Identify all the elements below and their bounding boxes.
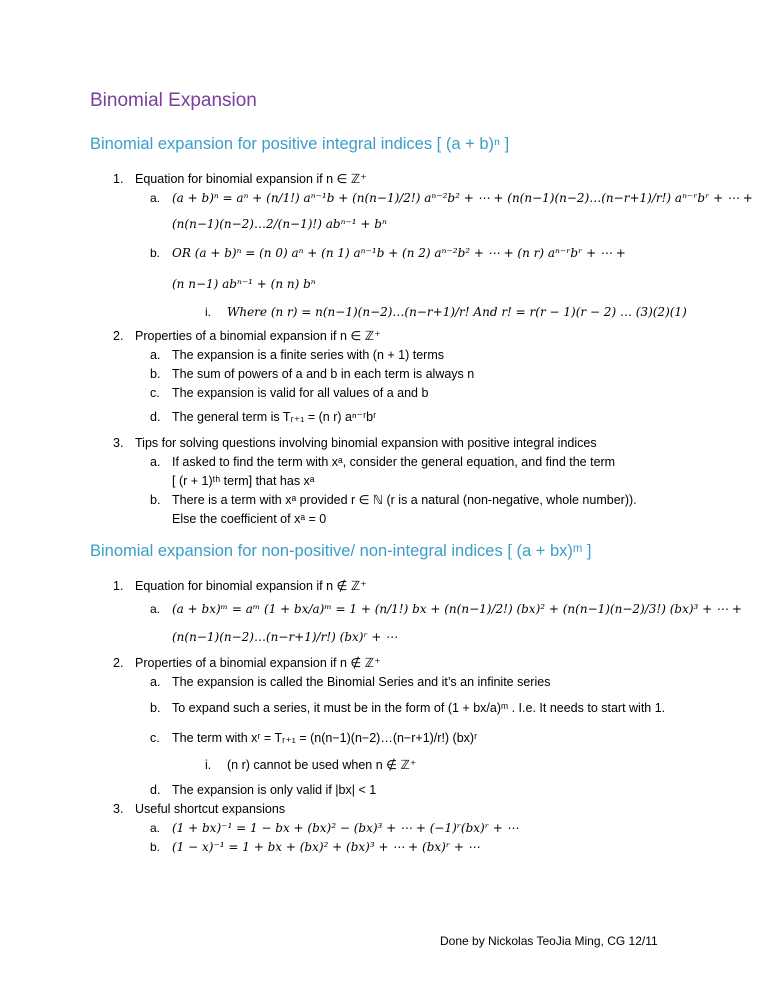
s2-item-2b: b. To expand such a series, it must be in the form of (1 + bx/a)ᵐ . I.e. It needs to start with 1.	[150, 701, 666, 715]
s1-item-1b: b. OR (a + b)ⁿ = (n 0) aⁿ + (n 1) aⁿ⁻¹b + (n 2) aⁿ⁻²b² + ⋯ + (n r) aⁿ⁻ʳbʳ + ⋯ +	[150, 246, 626, 260]
s1-item-2b: b. The sum of powers of a and b in each term is always n	[150, 367, 475, 381]
section-heading-non-integral: Binomial expansion for non-positive/ non-integral indices [ (a + bx)ᵐ ]	[90, 542, 592, 560]
s1-item-2d: d. The general term is Tᵣ₊₁ = (n r) aⁿ⁻ʳbʳ	[150, 410, 377, 424]
s1-item-1b-cont: (n n−1) abⁿ⁻¹ + (n n) bⁿ	[172, 277, 316, 291]
s1-item-3b-cont: Else the coefficient of xᵃ = 0	[172, 512, 327, 526]
s1-item-3a-cont: [ (r + 1)ᵗʰ term] that has xᵃ	[172, 474, 315, 488]
s1-item-2a: a. The expansion is a finite series with (n + 1) terms	[150, 348, 444, 362]
section-heading-positive-integral: Binomial expansion for positive integral indices [ (a + b)ⁿ ]	[90, 135, 510, 153]
s2-item-1: 1. Equation for binomial expansion if n ∉ ℤ⁺	[113, 579, 367, 593]
s2-item-1a-cont: (n(n−1)(n−2)…(n−r+1)/r!) (bx)ʳ + ⋯	[172, 630, 398, 644]
s2-item-3b: b. (1 − x)⁻¹ = 1 + bx + (bx)² + (bx)³ + ⋯ + (bx)ʳ + ⋯	[150, 840, 480, 854]
s1-item-3: 3. Tips for solving questions involving binomial expansion with positive integral indices	[113, 436, 597, 450]
s1-item-1bi: i. Where (n r) = n(n−1)(n−2)…(n−r+1)/r! And r! = r(r − 1)(r − 2) … (3)(2)(1)	[205, 305, 687, 319]
s1-item-1a-cont: (n(n−1)(n−2)…2/(n−1)!) abⁿ⁻¹ + bⁿ	[172, 217, 387, 231]
document-title: Binomial Expansion	[90, 90, 257, 111]
s2-item-3a: a. (1 + bx)⁻¹ = 1 − bx + (bx)² − (bx)³ + ⋯ + (−1)ʳ(bx)ʳ + ⋯	[150, 821, 519, 835]
s2-item-3: 3. Useful shortcut expansions	[113, 802, 286, 816]
s1-item-3b: b. There is a term with xᵃ provided r ∈ ℕ (r is a natural (non-negative, whole number)).	[150, 493, 637, 507]
s2-item-2a: a. The expansion is called the Binomial Series and it’s an infinite series	[150, 675, 551, 689]
s1-item-1a: a. (a + b)ⁿ = aⁿ + (n/1!) aⁿ⁻¹b + (n(n−1)/2!) aⁿ⁻²b² + ⋯ + (n(n−1)(n−2)…(n−r+1)/r!) aⁿ⁻ʳbʳ + ⋯ +	[150, 191, 753, 205]
s2-item-2: 2. Properties of a binomial expansion if n ∉ ℤ⁺	[113, 656, 381, 670]
s2-item-2c: c. The term with xʳ = Tᵣ₊₁ = (n(n−1)(n−2)…(n−r+1)/r!) (bx)ʳ	[150, 731, 478, 745]
s1-item-2: 2. Properties of a binomial expansion if n ∈ ℤ⁺	[113, 329, 381, 343]
s2-item-2d: d. The expansion is only valid if |bx| < 1	[150, 783, 377, 797]
s1-item-2c: c. The expansion is valid for all values of a and b	[150, 386, 429, 400]
s2-item-2ci: i. (n r) cannot be used when n ∉ ℤ⁺	[205, 758, 417, 772]
footer-credit: Done by Nickolas TeoJia Ming, CG 12/11	[440, 934, 658, 948]
s1-item-3a: a. If asked to find the term with xᵃ, consider the general equation, and find the term	[150, 455, 616, 469]
s1-item-1: 1. Equation for binomial expansion if n ∈ ℤ⁺	[113, 172, 367, 186]
s2-item-1a: a. (a + bx)ᵐ = aᵐ (1 + bx/a)ᵐ = 1 + (n/1!) bx + (n(n−1)/2!) (bx)² + (n(n−1)(n−2)/3!) (bx)³ + ⋯ +	[150, 602, 742, 616]
